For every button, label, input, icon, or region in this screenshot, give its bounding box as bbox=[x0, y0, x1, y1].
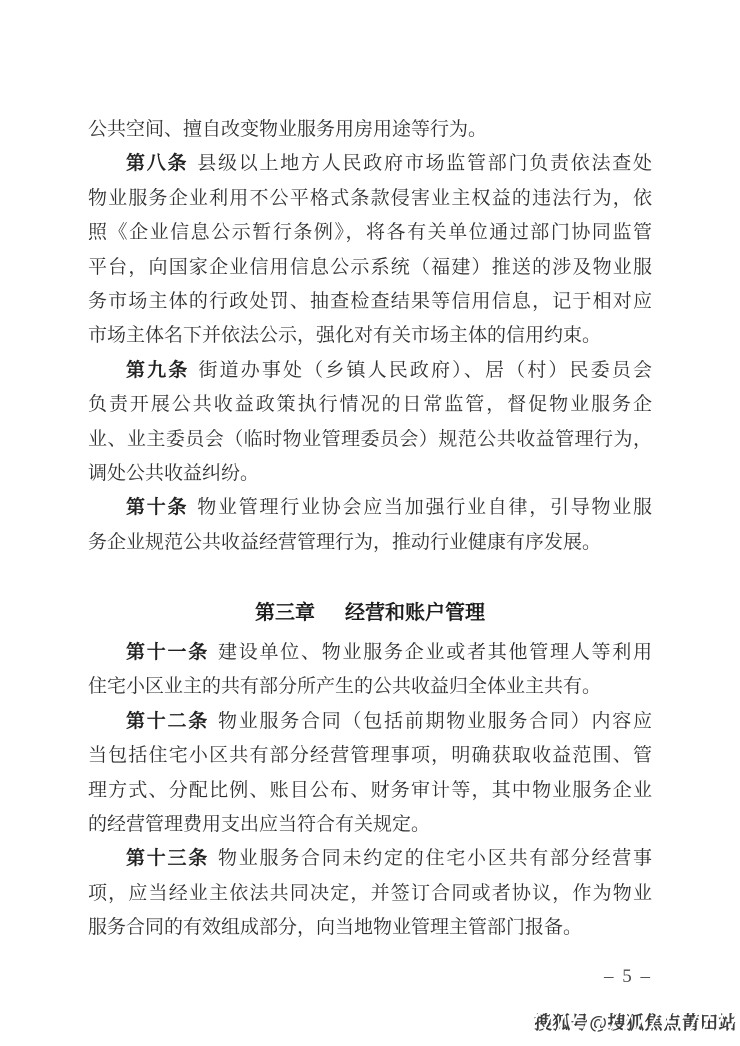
text-line: 理方式、分配比例、账目公布、财务审计等，其中物业服务企业 bbox=[88, 779, 652, 801]
chapter-number: 第三章 bbox=[255, 602, 315, 625]
text-line: 服务合同的有效组成部分，向当地物业管理主管部门报备。 bbox=[88, 917, 583, 939]
text-line: 市场主体名下并依法公示，强化对有关市场主体的信用约束。 bbox=[88, 325, 602, 347]
article-first-line-text: 物业服务合同（包括前期物业服务合同）内容应 bbox=[218, 710, 652, 732]
text-line bbox=[88, 354, 652, 388]
article-first-line-text: 建设单位、物业服务企业或者其他管理人等利用 bbox=[218, 642, 652, 664]
article-number: 第八条 bbox=[126, 153, 189, 175]
text-line: 公共空间、擅自改变物业服务用房用途等行为。 bbox=[88, 119, 488, 140]
text-line: 务企业规范公共收益经营管理行为，推动行业健康有序发展。 bbox=[88, 531, 602, 553]
article-number: 第十三条 bbox=[126, 848, 209, 870]
article-number: 第十条 bbox=[126, 497, 189, 519]
article-paragraph bbox=[88, 147, 652, 353]
text-line: 的经营管理费用支出应当符合有关规定。 bbox=[88, 814, 431, 836]
article-number: 第九条 bbox=[126, 359, 190, 381]
text-line: 调处公共收益纠纷。 bbox=[88, 462, 260, 484]
article-number: 第十一条 bbox=[126, 642, 209, 664]
text-line bbox=[88, 636, 652, 670]
article-paragraph bbox=[88, 705, 652, 843]
document-content bbox=[88, 113, 652, 946]
text-line: 务市场主体的行政处罚、抽查检查结果等信用信息，记于相对应 bbox=[88, 290, 652, 312]
article-first-line-text: 街道办事处（乡镇人民政府）、居（村）民委员会 bbox=[198, 359, 652, 381]
text-line: 负责开展公共收益政策执行情况的日常监管，督促物业服务企 bbox=[88, 394, 652, 416]
article-first-line-text: 物业管理行业协会应当加强行业自律，引导物业服 bbox=[197, 497, 652, 519]
text-line: 物业服务企业利用不公平格式条款侵害业主权益的违法行为，依 bbox=[88, 187, 652, 209]
sohu-watermark: 搜狐号@搜狐焦点莆田站 bbox=[534, 1009, 737, 1035]
article-paragraph bbox=[88, 636, 652, 705]
chapter-title: 经营和账户管理 bbox=[345, 602, 485, 625]
article-paragraph bbox=[88, 842, 652, 945]
text-line: 项，应当经业主依法共同决定，并签订合同或者协议，作为物业 bbox=[88, 882, 652, 904]
text-line: 照《企业信息公示暂行条例》，将各有关单位通过部门协同监管 bbox=[88, 222, 652, 244]
page-number: – 5 – bbox=[604, 966, 652, 987]
text-line bbox=[88, 491, 652, 525]
article-paragraph bbox=[88, 354, 652, 492]
text-line: 平台，向国家企业信用信息公示系统（福建）推送的涉及物业服 bbox=[88, 256, 652, 278]
text-line: 当包括住宅小区共有部分经营管理事项，明确获取收益范围、管 bbox=[88, 745, 652, 767]
chapter-heading bbox=[88, 598, 652, 628]
text-line bbox=[88, 147, 652, 181]
paragraph bbox=[88, 113, 652, 147]
article-number: 第十二条 bbox=[126, 710, 209, 732]
article-first-line-text: 县级以上地方人民政府市场监管部门负责依法查处 bbox=[197, 153, 652, 175]
article-first-line-text: 物业服务合同未约定的住宅小区共有部分经营事 bbox=[218, 848, 652, 870]
text-line bbox=[88, 842, 652, 876]
text-line bbox=[88, 705, 652, 739]
text-line: 住宅小区业主的共有部分所产生的公共收益归全体业主共有。 bbox=[88, 676, 602, 698]
text-line: 业、业主委员会（临时物业管理委员会）规范公共收益管理行为， bbox=[88, 428, 652, 450]
article-paragraph bbox=[88, 491, 652, 560]
